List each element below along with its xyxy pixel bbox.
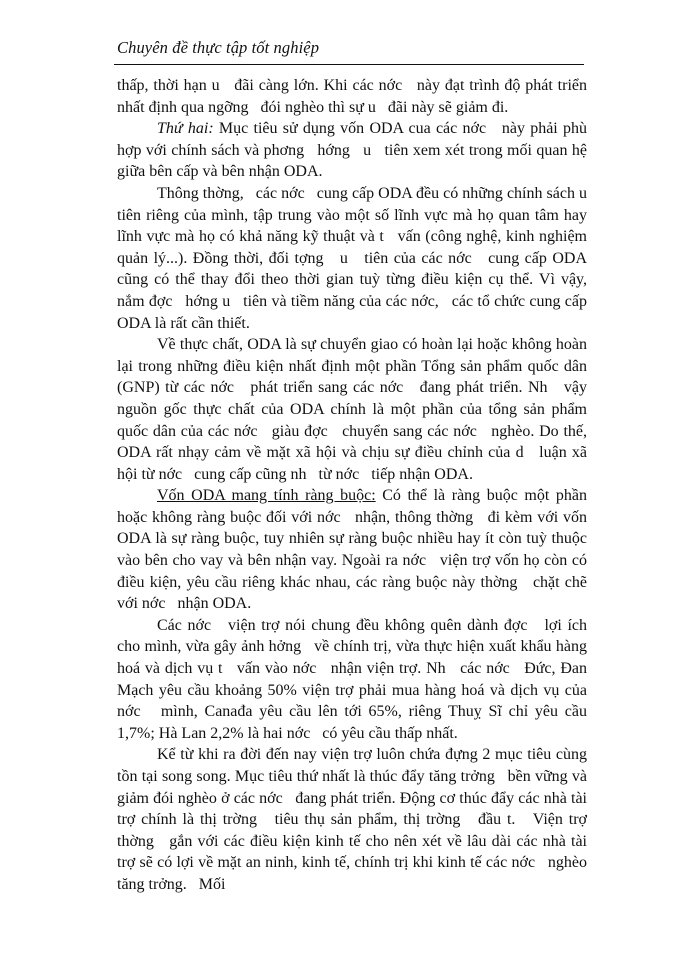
paragraph-7: Kể từ khi ra đời đến nay viện trợ luôn chứa đựng 2 mục tiêu cùng tồn tại song song. Mục tiêu thứ nhất là thúc đẩy tăng trởng bền vững và giảm đói nghèo ở các nớc đang phát triển. Động cơ thúc đẩy các nhà tài trợ chính là thị trờng tiêu thụ sản phẩm, thị trờng đầu t. Viện trợ thờng gắn với các điều kiện kinh tế cho nên xét về lâu dài các nhà tài trợ sẽ có lợi về mặt an ninh, kinh tế, chính trị khi kinh tế các nớc nghèo tăng trởng. Mối (117, 746, 591, 893)
paragraph-1: thấp, thời hạn u đãi càng lớn. Khi các nớc này đạt trình độ phát triển nhất định qua ngỡng đói nghèo thì sự u đãi này sẽ giảm đi. (117, 77, 591, 116)
document-body (117, 75, 592, 896)
paragraph-2-lead: Thứ hai: (157, 120, 214, 138)
paragraph-6: Các nớc viện trợ nói chung đều không quên dành đợc lợi ích cho mình, vừa gây ảnh hởng về chính trị, vừa thực hiện xuất khẩu hàng hoá và dịch vụ t vấn vào nớc nhận viện trợ. Nh các nớc Đức, Đan Mạch yêu cầu khoảng 50% viện trợ phải mua hàng hoá và dịch vụ của nớc mình, Canađa yêu cầu lên tới 65%, riêng Thuỵ Sĩ chỉ yêu cầu 1,7%; Hà Lan 2,2% là hai nớc có yêu cầu thấp nhất. (117, 616, 591, 742)
paragraph-2-text: Mục tiêu sử dụng vốn ODA cua các nớc này phải phù hợp với chính sách và phơng hớng u tiên xem xét trong mối quan hệ giữa bên cấp và bên nhận ODA. (117, 120, 592, 181)
paragraph-5 (117, 485, 592, 615)
paragraph-5-text: Có thể là ràng buộc một phần hoặc không ràng buộc đối với nớc nhận, thông thờng đi kèm với vốn ODA là sự ràng buộc, tuy nhiên sự ràng buộc nhiều hay ít còn tuỳ thuộc vào bên cho vay và bên nhận vay. Ngoài ra nớc viện trợ vốn họ còn có điều kiện, yêu cầu riêng khác nhau, các ràng buộc này thờng chặt chẽ với nớc nhận ODA. (117, 487, 592, 613)
header-rule (114, 64, 584, 65)
running-header: Chuyên đề thực tập tốt nghiệp (117, 38, 320, 57)
paragraph-2 (117, 118, 592, 183)
paragraph-5-lead: Vốn ODA mang tính ràng buộc: (157, 487, 376, 505)
paragraph-4: Về thực chất, ODA là sự chuyển giao có hoàn lại hoặc không hoàn lại trong những điều kiện nhất định một phần Tổng sản phẩm quốc dân (GNP) từ các nớc phát triển sang các nớc đang phát triển. Nh vậy nguồn gốc thực chất của ODA chính là một phần của tổng sản phẩm quốc dân của các nớc giàu đợc chuyển sang các nớc nghèo. Do thế, ODA rất nhạy cảm về mặt xã hội và chịu sự điều chỉnh của d luận xã hội từ nớc cung cấp cũng nh từ nớc tiếp nhận ODA. (117, 336, 591, 483)
paragraph-3: Thông thờng, các nớc cung cấp ODA đều có những chính sách u tiên riêng của mình, tập trung vào một số lĩnh vực mà họ quan tâm hay lĩnh vực mà họ có khả năng kỹ thuật và t vấn (công nghệ, kinh nghiệm quản lý...). Đồng thời, đối tợng u tiên của các nớc cung cấp ODA cũng có thể thay đổi theo thời gian tuỳ từng điều kiện cụ thể. Vì vậy, nắm đợc hớng u tiên và tiềm năng của các nớc, các tổ chức cung cấp ODA là rất cần thiết. (117, 184, 591, 332)
